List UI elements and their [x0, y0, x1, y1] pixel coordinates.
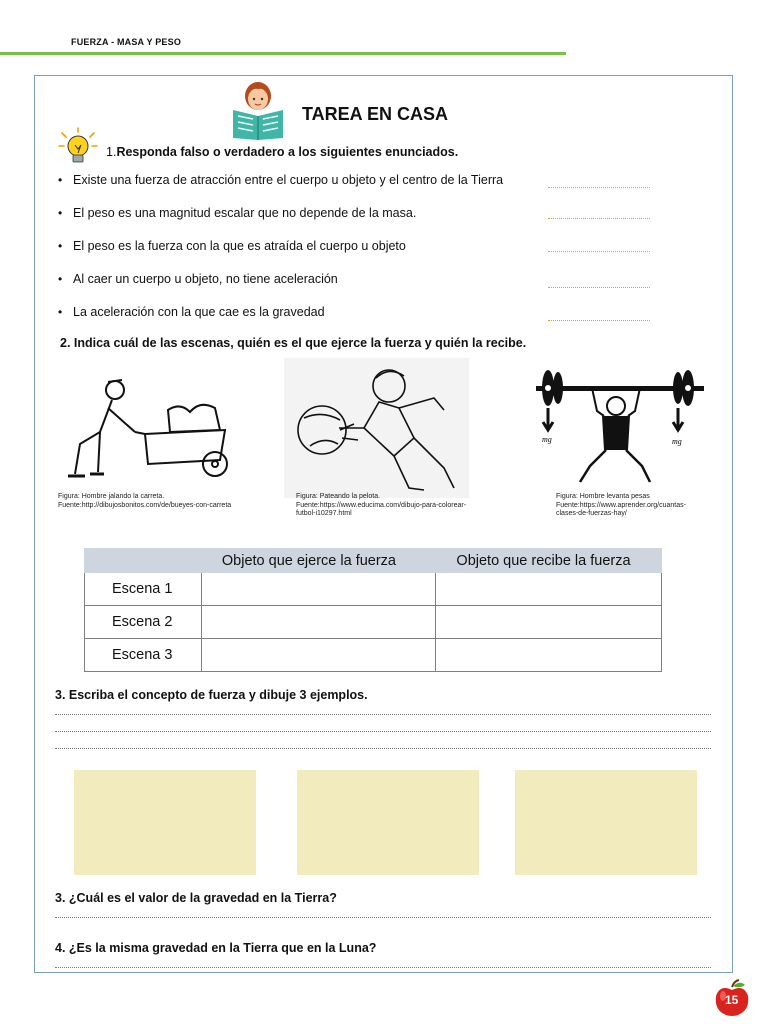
question-gravity-earth-prompt: 3. ¿Cuál es el valor de la gravedad en la Tierra?: [55, 891, 337, 905]
table-header-empty: [85, 549, 202, 573]
question-3-prompt: 3. Escriba el concepto de fuerza y dibuje 3 ejemplos.: [55, 688, 368, 702]
question-2-prompt: 2. Indica cuál de las escenas, quién es el que ejerce la fuerza y quién la recibe.: [60, 336, 527, 350]
statement-text: Al caer un cuerpo u objeto, no tiene aceleración: [73, 272, 338, 286]
statement-text: El peso es la fuerza con la que es atraída el cuerpo u objeto: [73, 239, 406, 253]
header-rule: [0, 52, 566, 55]
statement-3: [58, 239, 406, 253]
question-1-prompt: [106, 145, 458, 159]
figure-1-source: Fuente:http://dibujosbonitos.com/de/bueyes-con-carreta: [58, 501, 232, 509]
weight-label-left: mg: [542, 435, 552, 444]
statement-text: La aceleración con la que cae es la gravedad: [73, 305, 325, 319]
bullet: •: [58, 305, 63, 319]
figure-2-source: Fuente:https://www.educima.com/dibujo-para-colorear-futbol-i10297.html: [296, 501, 467, 517]
figure-1-title: Figura: Hombre jalando la carreta.: [58, 493, 165, 500]
question-1-number: 1.: [106, 145, 117, 159]
answer-line[interactable]: [55, 967, 711, 968]
bullet: •: [58, 173, 63, 187]
table-header-receives: Objeto que recibe la fuerza: [436, 549, 662, 573]
weightlifter-illustration: [532, 366, 707, 491]
statement-text: El peso es una magnitud escalar que no depende de la masa.: [73, 206, 417, 220]
answer-cell[interactable]: [201, 639, 436, 672]
table-row: [85, 573, 662, 606]
table-header-exerts: Objeto que ejerce la fuerza: [201, 549, 436, 573]
question-gravity-moon-prompt: 4. ¿Es la misma gravedad en la Tierra que en la Luna?: [55, 941, 377, 955]
scene-label: Escena 1: [85, 573, 202, 606]
kicking-ball-illustration: [284, 358, 469, 498]
figure-3-title: Figura: Hombre levanta pesas: [556, 493, 650, 500]
answer-line[interactable]: [55, 731, 711, 732]
answer-line-5[interactable]: [548, 320, 650, 321]
lightbulb-icon: [58, 128, 102, 168]
drawing-box-3[interactable]: [515, 770, 697, 875]
drawing-box-1[interactable]: [74, 770, 256, 875]
figure-2-caption: [296, 493, 471, 519]
answer-line[interactable]: [55, 748, 711, 749]
figure-3-source: Fuente:https://www.aprender.org/cuantas-clases-de-fuerzas-hay/: [556, 501, 686, 517]
bullet: •: [58, 239, 63, 253]
man-pulling-cart-illustration: [60, 372, 235, 480]
answer-line-1[interactable]: [548, 187, 650, 188]
answer-cell[interactable]: [436, 606, 662, 639]
figure-1-caption: [58, 493, 243, 510]
answer-cell[interactable]: [436, 639, 662, 672]
scenes-table: [84, 548, 662, 672]
statement-5: [58, 305, 325, 319]
question-1-text: Responda falso o verdadero a los siguientes enunciados.: [116, 145, 459, 159]
figure-3-caption: [556, 493, 706, 519]
bullet: •: [58, 272, 63, 286]
page-number: 15: [725, 993, 739, 1007]
scene-label: Escena 3: [85, 639, 202, 672]
table-header-row: [85, 549, 662, 573]
reading-student-icon: [230, 80, 286, 140]
answer-cell[interactable]: [201, 573, 436, 606]
bullet: •: [58, 206, 63, 220]
running-title: FUERZA - MASA Y PESO: [71, 37, 182, 47]
scene-label: Escena 2: [85, 606, 202, 639]
answer-line-2[interactable]: [548, 218, 650, 219]
statement-1: [58, 173, 503, 187]
answer-line[interactable]: [55, 917, 711, 918]
weight-label-right: mg: [672, 437, 682, 446]
answer-cell[interactable]: [201, 606, 436, 639]
statement-2: [58, 206, 416, 220]
statement-text: Existe una fuerza de atracción entre el cuerpo u objeto y el centro de la Tierra: [73, 173, 504, 187]
figure-2-title: Figura: Pateando la pelota.: [296, 493, 381, 500]
answer-line-4[interactable]: [548, 287, 650, 288]
page-title: TAREA EN CASA: [302, 104, 449, 124]
answer-line[interactable]: [55, 714, 711, 715]
table-row: [85, 606, 662, 639]
statement-4: [58, 272, 338, 286]
answer-cell[interactable]: [436, 573, 662, 606]
drawing-box-2[interactable]: [297, 770, 479, 875]
answer-line-3[interactable]: [548, 251, 650, 252]
table-row: [85, 639, 662, 672]
